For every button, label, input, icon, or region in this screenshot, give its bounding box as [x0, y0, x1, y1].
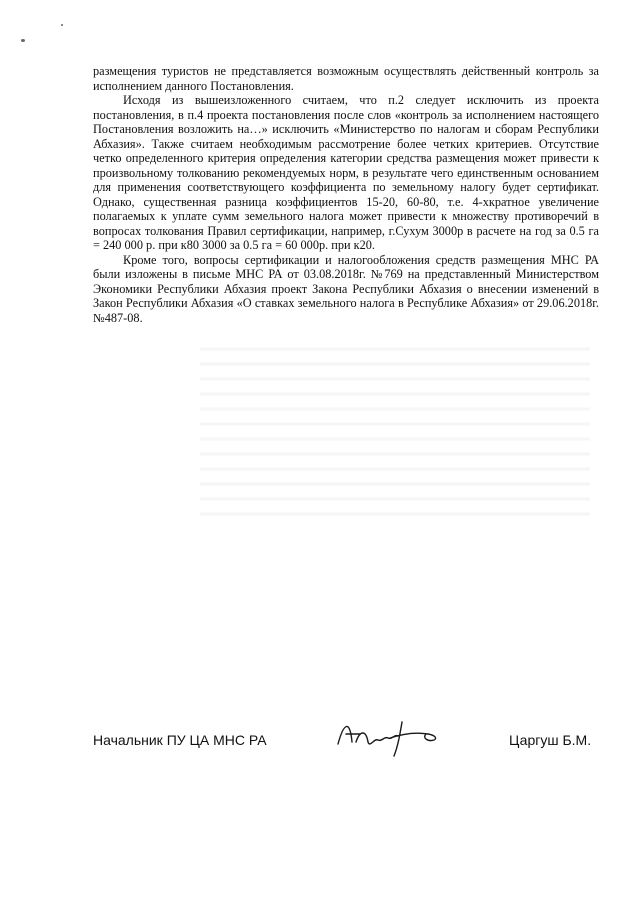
handwritten-signature	[330, 712, 450, 762]
body-paragraph-1: размещения туристов не представляется возможным осуществлять действенный контроль за исполнением данного Постановления.	[93, 64, 599, 93]
signatory-position: Начальник ПУ ЦА МНС РА	[93, 732, 267, 748]
signatory-name: Царгуш Б.М.	[509, 732, 592, 748]
body-paragraph-3: Кроме того, вопросы сертификации и налогообложения средств размещения МНС РА были изложены в письме МНС РА от 03.08.2018г. №769 на представленный Министерством Экономики Республики Абхазия проект Закона Республики Абхазия о внесении изменений в Закон Республики Абхазия «О ставках земельного налога в Республике Абхазия» от 29.06.2018г. №487-08.	[93, 252, 599, 325]
bleed-through-text	[200, 338, 590, 518]
scan-speck	[61, 24, 63, 26]
body-paragraph-2: Исходя из вышеизложенного считаем, что п.2 следует исключить из проекта постановления, в п.4 проекта постановления после слов «контроль за исполнением настоящего Постановления возложить на…» исключить «Министерство по налогам и сборам Республики Абхазия». Также считаем необходимым рассмотрение более четких критериев. Отсутствие четко определенного критерия определения категории средства размещения может привести к произвольному толкованию рекомендуемых норм, в результате чего единственным основанием для применения соответствующего коэффициента по земельному налогу будет сертификат. Однако, существенная разница коэффициентов 15-20, 60-80, т.е. 4-хкратное увеличение полагаемых к уплате сумм земельного налога может привести к множеству противоречий в вопросах толкования Правил сертификации, например, г.Сухум 3000р в расчете на год за 0.5 га = 240 000 р. при к80 3000 за 0.5 га = 60 000р. при к20.	[93, 93, 599, 252]
scan-speck	[21, 39, 25, 42]
letter-body	[93, 64, 599, 325]
